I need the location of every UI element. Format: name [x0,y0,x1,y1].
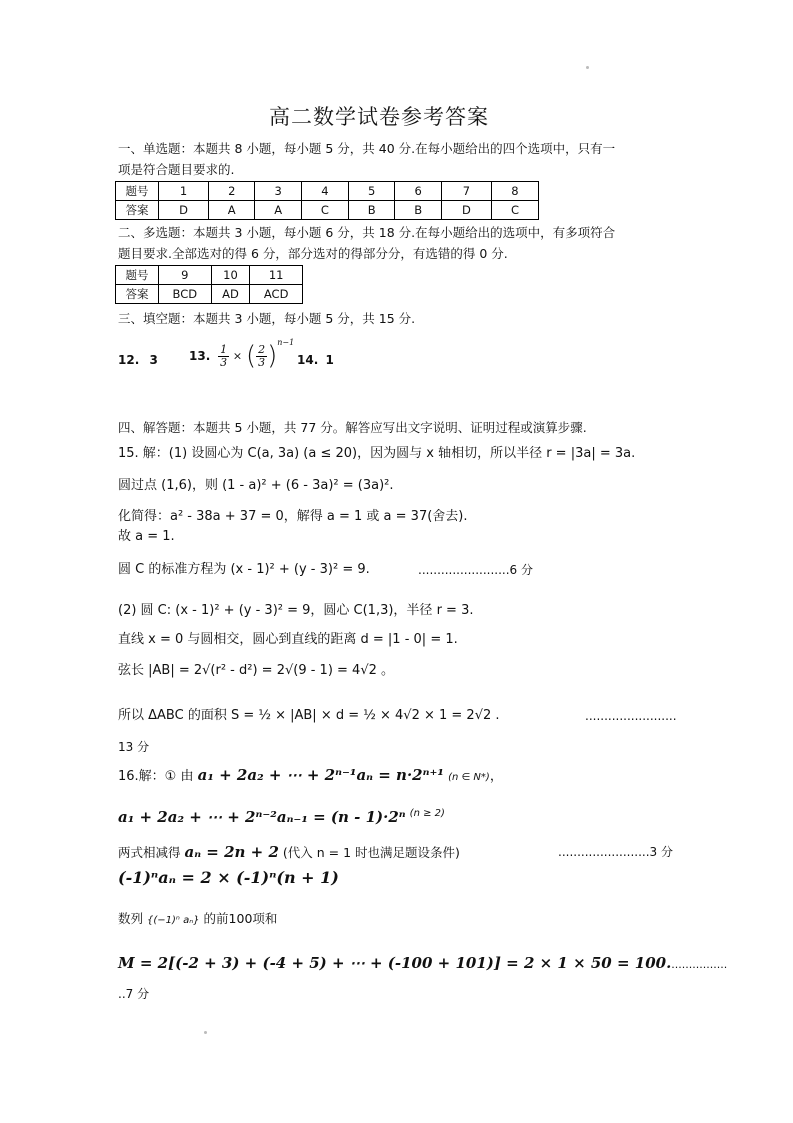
q16-line3-suffix: (代入 n = 1 时也满足题设条件) [282,845,460,860]
q16-line3-prefix: 两式相减得 [118,845,181,860]
table-row [116,182,539,201]
q15-line9: 所以 ΔABC 的面积 S = ½ × |AB| × d = ½ × 4√2 × 1 = 2√2 . [118,708,500,723]
table-cell: 6 [395,182,442,201]
q16-line5-prefix: 数列 [118,911,144,926]
table-cell: 7 [441,182,491,201]
q12-answer [118,353,158,368]
q13-fraction-2 [256,344,267,368]
table-cell: 10 [211,266,250,285]
scan-speck [586,66,589,69]
table-row [116,266,303,285]
table-cell: D [441,201,491,220]
table-cell: 2 [209,182,255,201]
table-cell: 5 [348,182,395,201]
table-header-cell: 答案 [116,201,159,220]
table-cell: C [491,201,538,220]
q16-line1-math: a₁ + 2a₂ + ⋯ + 2ⁿ⁻¹aₙ = n·2ⁿ⁺¹ [197,766,444,784]
table-cell: AD [211,285,250,304]
q13-frac2-numerator: 2 [258,343,266,357]
table-cell: 11 [250,266,303,285]
q16-line2 [118,808,445,827]
q13-times: × [232,349,243,363]
single-choice-answer-table [115,181,539,220]
q13-answer: 13. $\frac{1}{3}$ × ( $\frac{2}{3}$ )$^{n-1}$ [189,338,295,371]
multi-choice-answer-table [115,265,303,304]
q16-line5-suffix: 的前100项和 [203,911,278,926]
q13-label: 13. [189,348,211,363]
q16-line4 [118,868,339,888]
table-cell: C [301,201,348,220]
q15-line1: 15. 解：(1) 设圆心为 C(a, 3a) (a ≤ 20)，因为圆与 x 轴相切，所以半径 r = |3a| = 3a. [118,446,636,461]
q15-line6: (2) 圆 C: (x - 1)² + (y - 3)² = 9，圆心 C(1,3)，半径 r = 3. [118,603,474,618]
table-header-cell: 答案 [116,285,159,304]
q15-score-13: 13 分 [118,740,150,754]
table-header-cell: 题号 [116,182,159,201]
q15-score-6: ........................6 分 [418,563,533,577]
q16-line1-prefix: 16.解：① 由 [118,769,194,784]
table-cell: A [255,201,301,220]
q14-answer [297,353,334,368]
q13-exponent: n−1 [277,338,295,347]
table-cell: A [209,201,255,220]
section1-heading-line2: 项是符合题目要求的. [118,162,235,177]
q16-line4-math: (-1)ⁿaₙ = 2 × (-1)ⁿ(n + 1) [118,868,339,887]
scan-speck [204,1031,207,1034]
q16-line6 [118,954,727,973]
q16-line2-math: a₁ + 2a₂ + ⋯ + 2ⁿ⁻²aₙ₋₁ = (n - 1)·2ⁿ [118,808,406,826]
table-cell: BCD [159,285,212,304]
q15-dots: ........................ [585,709,677,723]
table-row [116,285,303,304]
q15-line5: 圆 C 的标准方程为 (x - 1)² + (y - 3)² = 9. [118,562,370,577]
page-title: 高二数学试卷参考答案 [269,105,489,129]
q15-line3: 化简得：a² - 38a + 37 = 0，解得 a = 1 或 a = 37(舍去). [118,509,468,524]
q16-line6-math: M = 2[(-2 + 3) + (-4 + 5) + ⋯ + (-100 + 101)] = 2 × 1 × 50 = 100. [118,954,672,972]
q16-line1 [118,766,503,785]
table-cell: 3 [255,182,301,201]
q14-label: 14. [297,353,319,367]
q16-line3-math: aₙ = 2n + 2 [184,843,279,861]
table-cell: 4 [301,182,348,201]
section2-heading-line1: 二、多选题：本题共 3 小题，每小题 6 分，共 18 分.在每小题给出的选项中，有多项符合 [118,225,616,240]
q16-line2-condition: (n ≥ 2) [409,808,445,819]
q16-score-7: ..7 分 [118,987,150,1001]
q12-label: 12. [118,353,140,367]
table-row [116,201,539,220]
q13-frac1-denominator: 3 [220,355,228,369]
q16-line5-set: {(−1)ⁿ aₙ} [147,915,200,926]
table-cell: 8 [491,182,538,201]
q13-fraction-1 [218,344,229,368]
section3-heading: 三、填空题：本题共 3 小题，每小题 5 分，共 15 分. [118,311,416,326]
q15-line8: 弦长 |AB| = 2√(r² - d²) = 2√(9 - 1) = 4√2 。 [118,663,395,678]
table-cell: 9 [159,266,212,285]
table-cell: B [348,201,395,220]
q13-frac2-denominator: 3 [258,355,266,369]
q15-line7: 直线 x = 0 与圆相交，圆心到直线的距离 d = |1 - 0| = 1. [118,632,458,647]
section2-heading-line2: 题目要求.全部选对的得 6 分，部分选对的得部分分，有选错的得 0 分. [118,246,508,261]
section4-heading: 四、解答题：本题共 5 小题，共 77 分。解答应写出文字说明、证明过程或演算步骤. [118,420,587,435]
section1-heading-line1: 一、单选题：本题共 8 小题，每小题 5 分，共 40 分.在每小题给出的四个选项中，只有一 [118,141,616,156]
q15-line4: 故 a = 1. [118,529,175,544]
q16-line6-dots: ................ [671,958,728,971]
q16-line5 [118,911,277,928]
table-cell: B [395,201,442,220]
q14-value: 1 [325,353,334,367]
q13-frac1-numerator: 1 [220,343,228,357]
q12-value: 3 [149,353,158,367]
q16-line3 [118,843,460,862]
q16-line1-condition: (n ∈ N*) [448,772,490,783]
q16-line1-end: ， [489,769,503,784]
table-cell: ACD [250,285,303,304]
q16-score-3: ........................3 分 [558,845,673,859]
table-cell: D [159,201,209,220]
q15-line2: 圆过点 (1,6)，则 (1 - a)² + (6 - 3a)² = (3a)². [118,478,394,493]
table-header-cell: 题号 [116,266,159,285]
table-cell: 1 [159,182,209,201]
